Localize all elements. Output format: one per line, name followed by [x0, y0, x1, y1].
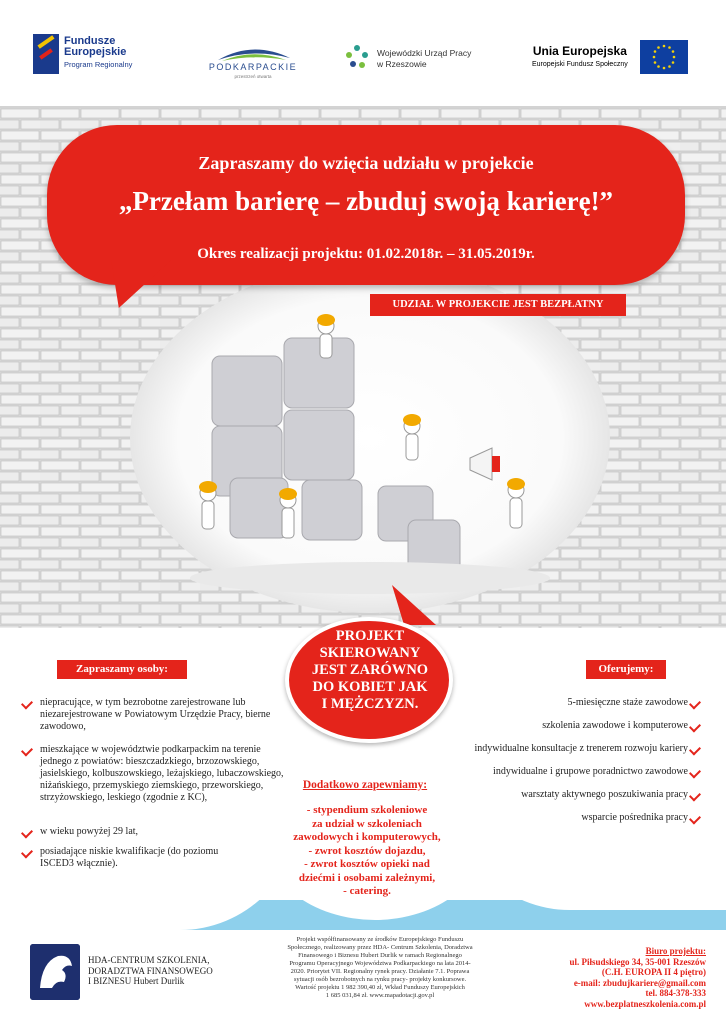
additional-list: - stypendium szkoleniowe za udział w szkoleniach zawodowych i komputerowych, - zwrot kosztów dojazdu, - zwrot kosztów opieki nad dziećmi i osobami zależnymi, - catering. — [293, 804, 441, 897]
offer-item: warsztaty aktywnego poszukiwania pracy — [521, 789, 688, 800]
wup-text: Wojewódzki Urząd Pracy w Rzeszowie — [377, 48, 472, 69]
offer-item: 5-miesięczne staże zawodowe — [567, 697, 688, 708]
hda-company-name: HDA-CENTRUM SZKOLENIA, DORADZTWA FINANSOWEGO I BIZNESU Hubert Durlik — [88, 955, 213, 986]
podkarpackie-name: PODKARPACKIE — [208, 62, 298, 72]
financing-note: Projekt współfinansowany ze środków Europejskiego Funduszu Społecznego, realizowany przez HDA- Centrum Szkolenia, Doradztwa Finansowego i Biznesu Hubert Durlik w ramach Regionalnego Programu Operacyjnego Województwa Podkarpackiego na lata 2014- 2020. Priorytet VII. Regionalny rynek pracy. Działanie 7.1. Poprawa sytuacji osób bezrobotnych na rynku pracy- projekty konkursowe. Wartość projektu 1 982 390,40 zł, Wkład Funduszy Europejskich 1 685 031,84 zł. www.mapadotacji.gov.pl — [287, 936, 473, 999]
left-list-item: niepracujące, w tym bezrobotne zarejestrowane lub niezarejestrowane w Powiatowym Urzędzie Pracy, bierne zawodowo, — [40, 697, 271, 732]
offer-item: indywidualne i grupowe poradnictwo zawodowe — [493, 766, 688, 777]
project-office: Biuro projektu: ul. Piłsudskiego 34, 35-001 Rzeszów (C.H. EUROPA II 4 piętro) e-mail: zbudujkariere@gmail.com tel. 884-378-333 www.bezplatneszkolenia.com.pl — [520, 946, 706, 1009]
invite-text: Zapraszamy do wzięcia udziału w projekcie — [198, 153, 534, 173]
fundusze-europejskie-logo — [33, 34, 59, 74]
target-bubble-text: PROJEKT SKIEROWANY JEST ZARÓWNO DO KOBIET JAK I MĘŻCZYZN. — [311, 628, 429, 712]
fundusze-europejskie-text: Fundusze Europejskie Program Regionalny — [64, 35, 133, 69]
office-email-link[interactable]: e-mail: zbudujkariere@gmail.com — [573, 977, 706, 988]
wup-icon — [344, 42, 370, 70]
eu-flag-icon — [640, 40, 688, 74]
logo-header — [0, 0, 726, 110]
podkarpackie-sub: przestrzeń otwarta — [234, 74, 272, 79]
offer-item: szkolenia zawodowe i komputerowe — [542, 720, 688, 731]
hda-lion-logo — [30, 944, 80, 1000]
invite-persons-heading: Zapraszamy osoby: — [57, 660, 187, 679]
project-title: „Przełam barierę – zbuduj swoją karierę!” — [118, 186, 614, 216]
offer-item: wsparcie pośrednika pracy — [581, 812, 688, 823]
left-list-item: w wieku powyżej 29 lat, — [40, 826, 139, 837]
eu-text: Unia Europejska Europejski Fundusz Społeczny — [532, 44, 628, 68]
additional-heading: Dodatkowo zapewniamy: — [302, 779, 428, 791]
offer-item: indywidualne konsultacje z trenerem rozwoju kariery — [474, 743, 688, 754]
office-website-link[interactable]: www.bezplatneszkolenia.com.pl — [584, 998, 706, 1009]
free-participation-badge: UDZIAŁ W PROJEKCIE JEST BEZPŁATNY — [370, 294, 626, 316]
left-list-item: posiadające niskie kwalifikacje (do poziomu ISCED3 włącznie). — [40, 846, 219, 869]
offer-heading: Oferujemy: — [586, 660, 666, 679]
left-list-item: mieszkające w województwie podkarpackim na terenie jednego z powiatów: bieszczadzkiego, brzozowskiego, jasielskiego, kolbuszowskiego, leżajskiego, lubaczowskiego, niżańskiego, przemyskiego ziemskiego, przeworskiego, strzyżowskiego, leskiego (zgodnie z KC), — [40, 744, 284, 803]
project-period: Okres realizacji projektu: 01.02.2018r. – 31.05.2019r. — [197, 246, 535, 262]
